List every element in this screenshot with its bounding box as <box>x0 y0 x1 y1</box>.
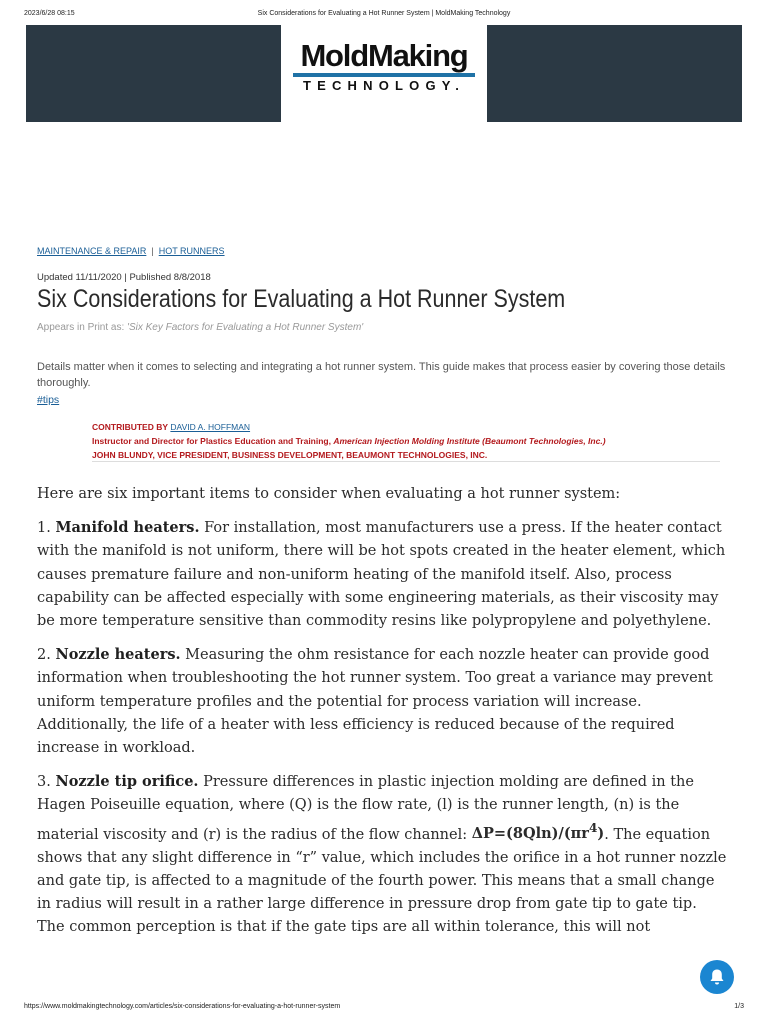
item-text: For installation, most manufacturers use a press. If the heater contact with the manifold is not uniform, there will be hot spots created in the heater element, which causes premature failure and non-uniform heating of the manifold itself. Also, process capability can be affected especially with some engineering materials, as their viscosity may be more temperature sensitive than commodity resins like polypropylene and polyethylene. <box>37 520 726 630</box>
banner-right-panel <box>487 25 742 122</box>
print-url: https://www.moldmakingtechnology.com/articles/six-considerations-for-evaluating-a-hot-runner-system <box>24 1003 341 1010</box>
contributor-label: CONTRIBUTED BY <box>92 422 169 432</box>
item-number: 3. <box>37 774 56 791</box>
item-text: Pressure differences in plastic injection molding are defined in the Hagen Poiseuille equation, where (Q) is the flow rate, (l) is the runner length, (n) is the material viscosity and (r) is the radius of the flow channel: <box>37 774 694 843</box>
article-deck: Details matter when it comes to selecting and integrating a hot runner system. This guide makes that process easier by covering those details thoroughly. <box>37 361 726 389</box>
print-prefix: Appears in Print as: <box>37 322 128 333</box>
equation <box>471 821 605 843</box>
print-page-title: Six Considerations for Evaluating a Hot Runner System | MoldMaking Technology <box>257 10 511 17</box>
item-number: 1. <box>37 520 56 537</box>
category-link-maintenance[interactable]: MAINTENANCE & REPAIR <box>37 246 147 256</box>
site-banner <box>26 25 742 122</box>
equation-close: ) <box>597 825 605 843</box>
print-header <box>24 10 744 22</box>
article-body <box>37 483 727 949</box>
site-logo[interactable] <box>281 25 487 122</box>
author-link[interactable]: DAVID A. HOFFMAN <box>170 422 251 432</box>
second-contributor: JOHN BLUNDY, VICE PRESIDENT, BUSINESS DEVELOPMENT, BEAUMONT TECHNOLOGIES, INC. <box>92 450 488 460</box>
item-heading: Nozzle tip orifice. <box>55 773 199 791</box>
logo-wordmark: MoldMaking <box>300 38 468 73</box>
item-heading: Nozzle heaters. <box>55 646 181 664</box>
body-item-2 <box>37 643 727 760</box>
category-separator: | <box>151 246 154 256</box>
body-intro: Here are six important items to consider when evaluating a hot runner system: <box>37 486 621 502</box>
author-role: Instructor and Director for Plastics Education and Training, <box>92 436 334 446</box>
bell-icon <box>709 968 725 986</box>
logo-subtitle: TECHNOLOGY. <box>302 78 466 93</box>
page-number: 1/3 <box>734 1003 744 1010</box>
category-links <box>37 246 225 256</box>
print-appearance <box>37 322 363 333</box>
body-item-1 <box>37 516 727 633</box>
article-title: Six Considerations for Evaluating a Hot Runner System <box>37 285 566 313</box>
author-org: American Injection Molding Institute (Beaumont Technologies, Inc.) <box>333 436 606 446</box>
item-text-continued: . The equation shows that any slight difference in “r” value, which includes the orifice in a hot runner nozzle and gate tip, is affected to a magnitude of the fourth power. This means that a small change in radius will result in a rather large difference in pressure drop from gate tip to gate tip. The common perception is that if the gate tips are all within tolerance, this will not <box>37 826 727 936</box>
print-date: 2023/6/28 08:15 <box>24 10 75 17</box>
contributor-block <box>92 420 606 462</box>
banner-left-panel <box>26 25 281 122</box>
equation-main: ΔP=(8Qln)/(πr <box>471 825 589 843</box>
body-item-3 <box>37 770 727 939</box>
category-link-hot-runners[interactable]: HOT RUNNERS <box>158 246 225 256</box>
divider <box>92 461 720 462</box>
article-dates: Updated 11/11/2020 | Published 8/8/2018 <box>37 272 211 283</box>
contributor-line <box>92 420 606 434</box>
tag-link-tips[interactable]: #tips <box>37 394 60 406</box>
notification-button[interactable] <box>700 960 734 994</box>
author-role-line <box>92 434 606 448</box>
print-footer <box>24 1003 744 1010</box>
print-title: 'Six Key Factors for Evaluating a Hot Runner System' <box>127 322 364 333</box>
item-text: Measuring the ohm resistance for each nozzle heater can provide good information when troubleshooting the hot runner system. Too great a variance may prevent uniform temperature profiles and the potential for process variation will increase. Additionally, the life of a heater with less efficiency is reduced because of the required increase in workload. <box>37 647 713 757</box>
item-heading: Manifold heaters. <box>55 519 200 537</box>
item-number: 2. <box>37 647 56 664</box>
equation-exponent: 4 <box>588 821 598 836</box>
